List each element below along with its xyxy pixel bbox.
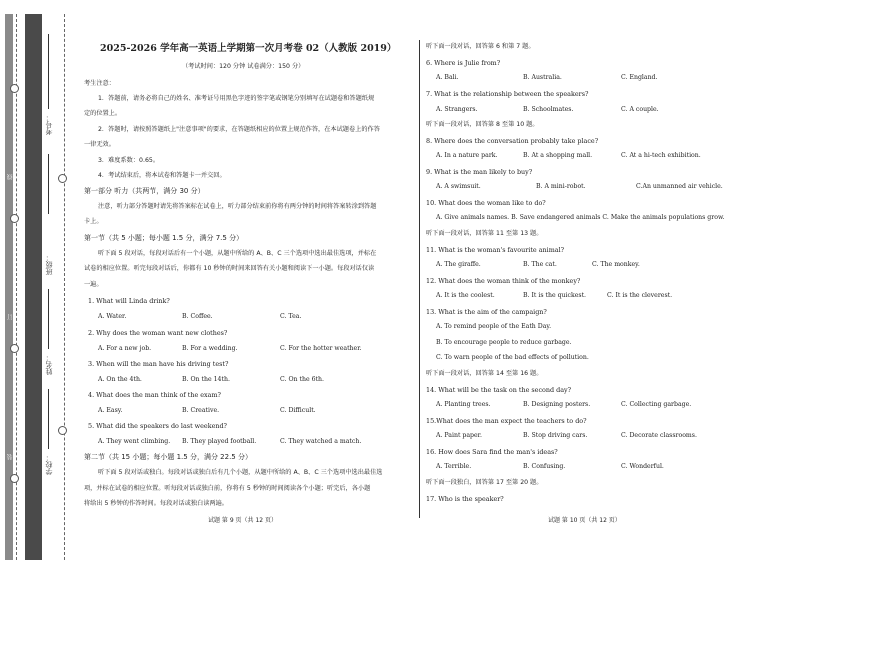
question-13: 13. What is the aim of the campaign? xyxy=(426,308,547,316)
option-a: A. Planting trees. xyxy=(436,401,491,408)
option-c: C. Wonderful. xyxy=(621,463,664,470)
binding-bar-inner xyxy=(25,14,42,560)
option-c: C.An unmanned air vehicle. xyxy=(636,183,723,190)
notice-line: 3．难度系数：0.65。 xyxy=(98,157,160,164)
option-b: B. The cat. xyxy=(523,261,557,268)
class-field-label: 班级： xyxy=(45,254,53,275)
option-c: C. Collecting garbage. xyxy=(621,401,692,408)
question-12: 12. What does the woman think of the monkey? xyxy=(426,277,581,285)
notice-line: 4．考试结束后，将本试卷和答题卡一并交回。 xyxy=(98,172,226,179)
cut-line-inner xyxy=(64,14,65,560)
class-field-line xyxy=(48,154,49,214)
option-b: B. Australia. xyxy=(523,74,562,81)
name-field-label: 姓名： xyxy=(45,354,53,375)
question-9: 9. What is the man likely to buy? xyxy=(426,168,533,176)
option-b: B. Confusing. xyxy=(523,463,566,470)
option-a: A. A swimsuit. xyxy=(436,183,481,190)
binding-hole-icon xyxy=(10,344,19,353)
question-5: 5. What did the speakers do last weekend? xyxy=(88,422,227,430)
section2-intro: 项，并标在试卷的相应位置。听每段对话或独白前，你将有 5 秒钟的时间阅读各个小题；听完后，各小题 xyxy=(84,485,371,492)
option-b: B. Stop driving cars. xyxy=(523,432,588,439)
option-a: A. To remind people of the Eath Day. xyxy=(436,323,552,330)
binding-hole-icon xyxy=(10,214,19,223)
exam-number-field-line xyxy=(48,34,49,109)
option-c: C. They watched a match. xyxy=(280,438,362,445)
question-3: 3. When will the man have his driving test? xyxy=(88,360,229,368)
option-a: A. In a nature park. xyxy=(436,152,498,159)
option-c: C. For the hotter weather. xyxy=(280,345,362,352)
listening-heading: 听下面一段对话，回答第 14 至第 16 题。 xyxy=(426,370,543,377)
option-c: C. England. xyxy=(621,74,658,81)
option-c: C. Difficult. xyxy=(280,407,316,414)
section1-heading: 第一节（共 5 小题；每小题 1.5 分，满分 7.5 分） xyxy=(84,234,244,242)
question-17: 17. Who is the speaker? xyxy=(426,495,504,503)
question-11: 11. What is the woman's favourite animal? xyxy=(426,246,565,254)
page-footer-left: 试题 第 9 页（共 12 页） xyxy=(208,517,277,524)
option-b: B. Creative. xyxy=(182,407,220,414)
notice-line: 定的位置上。 xyxy=(84,110,122,117)
question-8: 8. Where does the conversation probably take place? xyxy=(426,137,599,145)
binding-mark: 装 xyxy=(7,454,14,460)
notice-line: 一律无效。 xyxy=(84,141,115,148)
exam-subtitle: （考试时间：120 分钟 试卷满分：150 分） xyxy=(182,63,305,70)
option-a: A. On the 4th. xyxy=(98,376,142,383)
section1-intro: 听下面 5 段对话，每段对话后有一个小题，从题中所给的 A、B、C 三个选项中选出最佳选项，并标在 xyxy=(98,250,377,257)
option-a: A. For a new job. xyxy=(98,345,152,352)
binding-hole-icon xyxy=(58,426,67,435)
question-2: 2. Why does the woman want new clothes? xyxy=(88,329,228,337)
exam-number-field-label: 考号： xyxy=(45,114,53,135)
school-field-label: 学校： xyxy=(45,454,53,475)
option-c: C. The monkey. xyxy=(592,261,640,268)
options-line: A. Give animals names. B. Save endangered animals C. Make the animals populations grow. xyxy=(436,214,725,221)
listening-heading: 听下面一段对话，回答第 8 至第 10 题。 xyxy=(426,121,539,128)
option-b: B. Schoolmates. xyxy=(523,106,574,113)
section2-intro: 将给出 5 秒钟的作答时间。每段对话或独白读两遍。 xyxy=(84,500,228,507)
option-a: A. The giraffe. xyxy=(436,261,481,268)
option-a: A. Strangers. xyxy=(436,106,478,113)
option-a: A. Easy. xyxy=(98,407,123,414)
exam-title: 2025-2026 学年高一英语上学期第一次月考卷 02（人教版 2019） xyxy=(100,43,397,54)
option-c: C. Decorate classrooms. xyxy=(621,432,697,439)
option-a: A. Bali. xyxy=(436,74,459,81)
column-divider xyxy=(419,40,420,518)
listening-heading: 听下面一段对话，回答第 11 至第 13 题。 xyxy=(426,230,543,237)
binding-hole-icon xyxy=(58,174,67,183)
listening-heading: 听下面一段独白，回答第 17 至第 20 题。 xyxy=(426,479,543,486)
option-c: C. Tea. xyxy=(280,313,302,320)
option-c: C. At a hi-tech exhibition. xyxy=(621,152,701,159)
option-a: A. Terrible. xyxy=(436,463,472,470)
notice-heading: 考生注意： xyxy=(84,80,115,87)
section2-heading: 第二节（共 15 小题；每小题 1.5 分，满分 22.5 分） xyxy=(84,453,252,461)
section2-intro: 听下面 5 段对话或独白。每段对话或独白后有几个小题，从题中所给的 A、B、C 三个选项中选出最佳选 xyxy=(98,469,383,476)
option-b: B. Coffee. xyxy=(182,313,213,320)
option-b: B. For a wedding. xyxy=(182,345,238,352)
question-16: 16. How does Sara find the man's ideas? xyxy=(426,448,558,456)
question-15: 15.What does the man expect the teachers to do? xyxy=(426,417,587,425)
option-b: B. It is the quickest. xyxy=(523,292,587,299)
option-c: C. To warn people of the bad effects of pollution. xyxy=(436,354,589,361)
listening-heading: 听下面一段对话，回答第 6 和第 7 题。 xyxy=(426,43,535,50)
section1-intro: 试卷的相应位置。听完每段对话后，你都有 10 秒钟的时间来回答有关小题和阅读下一小题。每段对话仅读 xyxy=(84,265,375,272)
question-14: 14. What will be the task on the second day? xyxy=(426,386,572,394)
binding-mark: 订 xyxy=(7,314,14,320)
part1-heading: 第一部分 听力（共两节，满分 30 分） xyxy=(84,187,205,195)
question-6: 6. Where is Julie from? xyxy=(426,59,501,67)
option-a: A. Water. xyxy=(98,313,127,320)
option-a: A. Paint paper. xyxy=(436,432,482,439)
binding-margin xyxy=(0,14,70,560)
option-b: B. A mini-robot. xyxy=(536,183,586,190)
question-1: 1. What will Linda drink? xyxy=(88,297,170,305)
question-7: 7. What is the relationship between the speakers? xyxy=(426,90,589,98)
option-c: C. On the 6th. xyxy=(280,376,324,383)
question-10: 10. What does the woman like to do? xyxy=(426,199,546,207)
part1-intro: 注意，听力部分答题时请先将答案标在试卷上，听力部分结束前你将有两分钟的时间将答案转涂到答题 xyxy=(98,203,377,210)
part1-intro: 卡上。 xyxy=(84,218,103,225)
option-a: A. It is the coolest. xyxy=(436,292,495,299)
option-b: B. Designing posters. xyxy=(523,401,591,408)
option-b: B. They played football. xyxy=(182,438,257,445)
question-4: 4. What does the man think of the exam? xyxy=(88,391,221,399)
section1-intro: 一遍。 xyxy=(84,281,103,288)
binding-hole-icon xyxy=(10,474,19,483)
binding-mark: 线 xyxy=(7,174,14,180)
notice-line: 1．答题前，请务必将自己的姓名、准考证号用黑色字迹的签字笔或钢笔分别填写在试题卷和答题纸规 xyxy=(98,95,375,102)
option-b: B. At a shopping mall. xyxy=(523,152,593,159)
option-b: B. On the 14th. xyxy=(182,376,230,383)
school-field-line xyxy=(48,389,49,449)
option-c: C. A couple. xyxy=(621,106,659,113)
option-a: A. They went climbing. xyxy=(98,438,171,445)
binding-hole-icon xyxy=(10,84,19,93)
name-field-line xyxy=(48,289,49,349)
option-c: C. It is the cleverest. xyxy=(607,292,673,299)
page-footer-right: 试题 第 10 页（共 12 页） xyxy=(548,517,621,524)
notice-line: 2．答题时，请按照答题纸上"注意事项"的要求，在答题纸相应的位置上规范作答，在本试题卷上的作答 xyxy=(98,126,380,133)
option-b: B. To encourage people to reduce garbage. xyxy=(436,339,572,346)
